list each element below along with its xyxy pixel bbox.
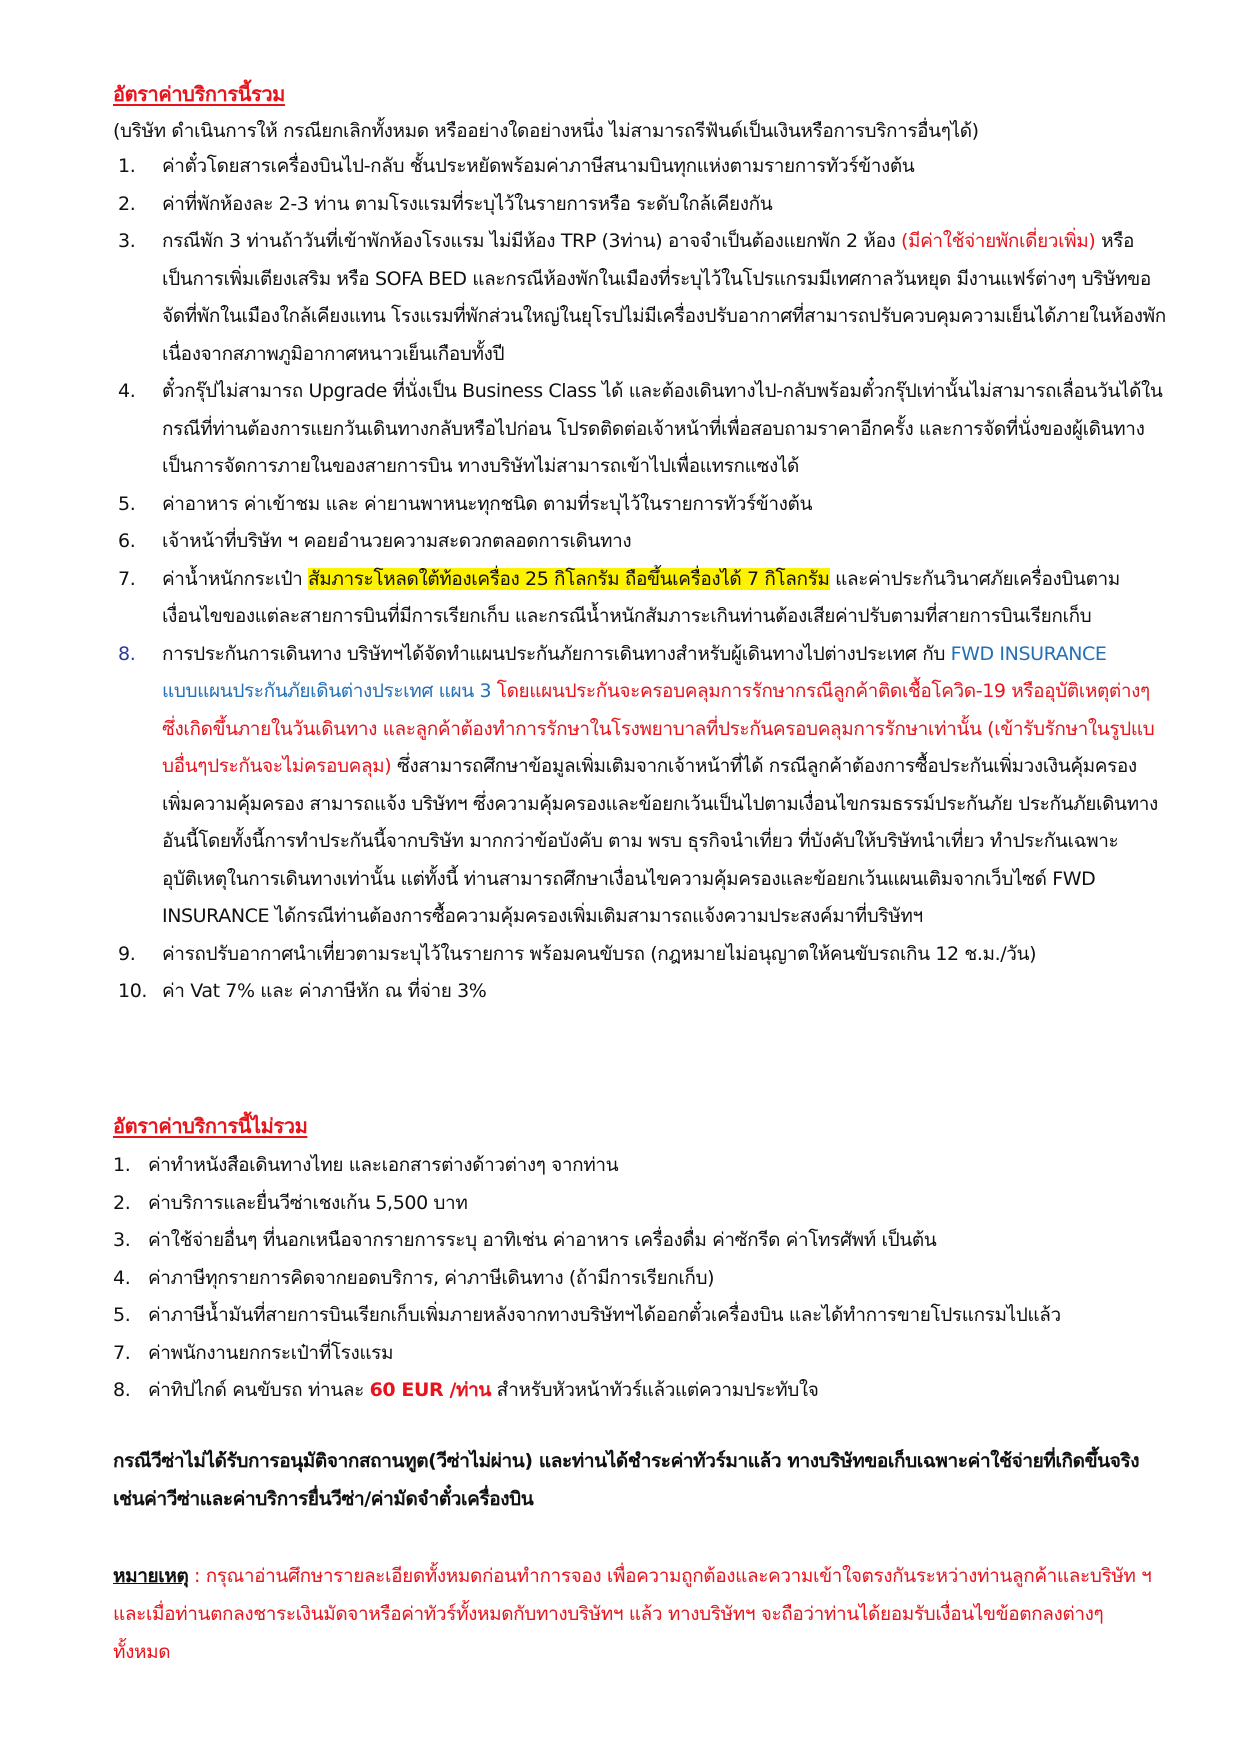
item-text: ค่าอาหาร ค่าเข้าชม และ ค่ายานพาหนะทุกชนิด ตามที่ระบุไว้ในรายการทัวร์ข้างต้น — [162, 492, 813, 515]
item-text: ค่า Vat 7% และ ค่าภาษีหัก ณ ที่จ่าย 3% — [162, 980, 487, 1002]
item-number: 3. — [113, 1229, 131, 1251]
item-number: 7. — [118, 567, 136, 590]
remark — [113, 1557, 1163, 1671]
list-item — [113, 1297, 1173, 1335]
list-item — [113, 1222, 1173, 1260]
item-number: 4. — [113, 1266, 131, 1289]
list-item — [113, 1185, 1173, 1223]
item-number: 5. — [118, 492, 136, 515]
remark-separator: : — [188, 1565, 206, 1587]
item-number: 5. — [113, 1304, 131, 1326]
list-item — [118, 973, 1168, 1011]
item-text: ค่าใช้จ่ายอื่นๆ ที่นอกเหนือจากรายการระบุ อาทิเช่น ค่าอาหาร เครื่องดื่ม ค่าซักรีด ค่าโทรศัพท์ เป็นต้น — [148, 1229, 937, 1251]
item-number: 4. — [118, 380, 136, 402]
item-text-part: ค่าน้ำหนักกระเป๋า — [162, 567, 309, 590]
tip-amount: 60 EUR /ท่าน — [369, 1379, 492, 1401]
item-text — [162, 561, 1168, 636]
item-number: 8. — [118, 642, 136, 665]
item-number: 1. — [113, 1154, 131, 1176]
item-number: 3. — [118, 230, 136, 252]
list-item — [118, 636, 1168, 936]
list-item — [113, 1335, 1173, 1373]
item-text: ค่าภาษีน้ำมันที่สายการบินเรียกเก็บเพิ่มภายหลังจากทางบริษัทฯได้ออกตั๋วเครื่องบิน และได้ทำการขายโปรแกรมไปแล้ว — [148, 1304, 1061, 1326]
item-text: ค่าทำหนังสือเดินทางไทย และเอกสารต่างด้าวต่างๆ จากท่าน — [148, 1154, 619, 1176]
list-item — [118, 561, 1168, 636]
item-number: 7. — [113, 1341, 131, 1364]
item-number: 9. — [118, 942, 136, 965]
item-text: ค่าที่พักห้องละ 2-3 ท่าน ตามโรงแรมที่ระบุไว้ในรายการหรือ ระดับใกล้เคียงกัน — [162, 192, 773, 215]
list-item — [113, 1372, 1173, 1410]
item-number: 2. — [113, 1191, 131, 1214]
item-text-part: หรือเป็นการเพิ่มเตียงเสริม หรือ SOFA BED และกรณีห้องพักในเมืองที่ระบุไว้ในโปรแกรมมีเทศกาลวันหยุด มีงานแฟร์ต่างๆ บริษัทขอจัดที่พักในเมืองใกล้เคียงแทน โรงแรมที่พักส่วนใหญ่ในยุโรปไม่มีเครื่องปรับอากาศที่สามารถปรับควบคุมความเย็นได้ภายในห้องพัก เนื่องจากสภาพภูมิอากาศหนาวเย็นเกือบทั้งปี — [162, 230, 1166, 365]
insurance-plan-name: FWD INSURANCE แบบแผนประกันภัยเดินต่างประเทศ แผน 3 — [162, 642, 1107, 702]
item-text-part: ค่าทิปไกด์ คนขับรถ ท่านละ — [148, 1379, 370, 1401]
list-item — [118, 523, 1168, 561]
item-number: 8. — [113, 1379, 131, 1401]
included-list — [118, 148, 1168, 1011]
insurance-coverage-note: โดยแผนประกันจะครอบคลุมการรักษากรณีลูกค้าติดเชื้อโควิด-19 หรืออุบัติเหตุต่างๆ ซึ่งเกิดขึ้นภายในวันเดินทาง และลูกค้าต้องทำการรักษาในโรงพยาบาลที่ประกันครอบคลุมการรักษาเท่านั้น (เข้ารับรักษาในรูปแบบอื่นๆประกันจะไม่ครอบคลุม) — [162, 680, 1155, 777]
list-item — [118, 936, 1168, 974]
list-item — [113, 1147, 1173, 1185]
remark-text: กรุณาอ่านศึกษารายละเอียดทั้งหมดก่อนทำการจอง เพื่อความถูกต้องและความเข้าใจตรงกันระหว่างท่านลูกค้าและบริษัท ฯ และเมื่อท่านตกลงชาระเงินมัดจาหรือค่าทัวร์ทั้งหมดกับทางบริษัทฯ แล้ว ทางบริษัทฯ จะถือว่าท่านได้ยอมรับเงื่อนไขข้อตกลงต่างๆ ทั้งหมด — [113, 1565, 1152, 1663]
item-text: ค่ารถปรับอากาศนำเที่ยวตามระบุไว้ในรายการ พร้อมคนขับรถ (กฎหมายไม่อนุญาตให้คนขับรถเกิน 12 ช.ม./วัน) — [162, 942, 1037, 965]
list-item — [113, 1260, 1173, 1298]
item-text: ค่าตั๋วโดยสารเครื่องบินไป-กลับ ชั้นประหยัดพร้อมค่าภาษีสนามบินทุกแห่งตามรายการทัวร์ข้างต้น — [162, 155, 915, 177]
excluded-heading: อัตราค่าบริการนี้ไม่รวม — [113, 1114, 308, 1138]
excluded-list — [113, 1147, 1173, 1410]
list-item — [118, 373, 1168, 486]
item-text: ค่าภาษีทุกรายการคิดจากยอดบริการ, ค่าภาษีเดินทาง (ถ้ามีการเรียกเก็บ) — [148, 1266, 715, 1289]
item-number: 6. — [118, 530, 136, 552]
item-number: 10. — [118, 980, 148, 1002]
list-item — [118, 223, 1168, 373]
item-text-part: กรณีพัก 3 ท่านถ้าวันที่เข้าพักห้องโรงแรม ไม่มีห้อง TRP (3ท่าน) อาจจำเป็นต้องแยกพัก 2 ห้อง — [162, 230, 901, 252]
included-heading: อัตราค่าบริการนี้รวม — [113, 82, 285, 106]
item-text: ค่าบริการและยื่นวีซ่าเชงเก้น 5,500 บาท — [148, 1191, 468, 1214]
remark-label: หมายเหตุ — [113, 1565, 189, 1587]
item-text-part: ซึ่งสามารถศึกษาข้อมูลเพิ่มเติมจากเจ้าหน้าที่ได้ กรณีลูกค้าต้องการซื้อประกันเพิ่มวงเงินคุ้มครอง เพิ่มความคุ้มครอง สามารถแจ้ง บริษัทฯ ซึ่งความคุ้มครองและข้อยกเว้นเป็นไปตามเงื่อนไขกรมธรรม์ประกันภัย ประกันภัยเดินทางอันนี้โดยทั้งนี้การทำประกันนี้จากบริษัท มากกว่าข้อบังคับ ตาม พรบ ธุรกิจนำเที่ยว ที่บังคับให้บริษัทนำเที่ยว ทำประกันเฉพาะอุบัติเหตุในการเดินทางเท่านั้น แต่ทั้งนี้ ท่านสามารถศึกษาเงื่อนไขความคุ้มครองและข้อยกเว้นแผนเติมจากเว็บไซด์ FWD INSURANCE ได้กรณีท่านต้องการซื้อความคุ้มครองเพิ่มเติมสามารถแจ้งความประสงค์มาที่บริษัทฯ — [162, 755, 1158, 927]
list-item — [118, 186, 1168, 224]
item-number: 2. — [118, 192, 136, 215]
item-text — [148, 1372, 1173, 1410]
item-text — [162, 223, 1168, 373]
item-text-part: สำหรับหัวหน้าทัวร์แล้วแต่ความประทับใจ — [491, 1379, 819, 1401]
item-text — [162, 636, 1168, 936]
included-intro: (บริษัท ดำเนินการให้ กรณียกเลิกทั้งหมด หรืออย่างใดอย่างหนึ่ง ไม่สามารถรีฟันด์เป็นเงินหรือการบริการอื่นๆได้) — [113, 120, 979, 142]
item-text-part: การประกันการเดินทาง บริษัทฯได้จัดทำแผนประกันภัยการเดินทางสำหรับผู้เดินทางไปต่างประเทศ กับ — [162, 642, 951, 665]
visa-notice: กรณีวีซ่าไม่ได้รับการอนุมัติจากสถานทูต(วีซ่าไม่ผ่าน) และท่านได้ชำระค่าทัวร์มาแล้ว ทางบริษัทขอเก็บเฉพาะค่าใช้จ่ายที่เกิดขึ้นจริง เช่นค่าวีซ่าและค่าบริการยื่นวีซ่า/ค่ามัดจำตั๋วเครื่องบิน — [113, 1450, 1140, 1510]
item-text: ตั๋วกรุ๊ปไม่สามารถ Upgrade ที่นั่งเป็น Business Class ได้ และต้องเดินทางไป-กลับพร้อมตั๋วกรุ๊ปเท่านั้นไม่สามารถเลื่อนวันได้ใน กรณีที่ท่านต้องการแยกวันเดินทางกลับหรือไปก่อน โปรดติดต่อเจ้าหน้าที่เพื่อสอบถามราคาอีกครั้ง และการจัดที่นั่งของผู้เดินทาง เป็นการจัดการภายในของสายการบิน ทางบริษัทไม่สามารถเข้าไปเพื่อแทรกแซงได้ — [162, 380, 1163, 477]
list-item — [118, 486, 1168, 524]
baggage-allowance-highlight: สัมภาระโหลดใต้ท้องเครื่อง 25 กิโลกรัม ถือขึ้นเครื่องได้ 7 กิโลกรัม — [308, 567, 830, 590]
single-room-surcharge: (มีค่าใช้จ่ายพักเดี่ยวเพิ่ม) — [900, 230, 1096, 252]
item-number: 1. — [118, 155, 136, 177]
item-text-part: และค่าประกันวินาศภัยเครื่องบินตามเงื่อนไขของแต่ละสายการบินที่มีการเรียกเก็บ และกรณีน้ำหนักสัมภาระเกินท่านต้องเสียค่าปรับตามที่สายการบินเรียกเก็บ — [162, 567, 1120, 627]
list-item — [118, 148, 1168, 186]
item-text: ค่าพนักงานยกกระเป๋าที่โรงแรม — [148, 1341, 394, 1364]
item-text: เจ้าหน้าที่บริษัท ฯ คอยอำนวยความสะดวกตลอดการเดินทาง — [162, 530, 632, 552]
